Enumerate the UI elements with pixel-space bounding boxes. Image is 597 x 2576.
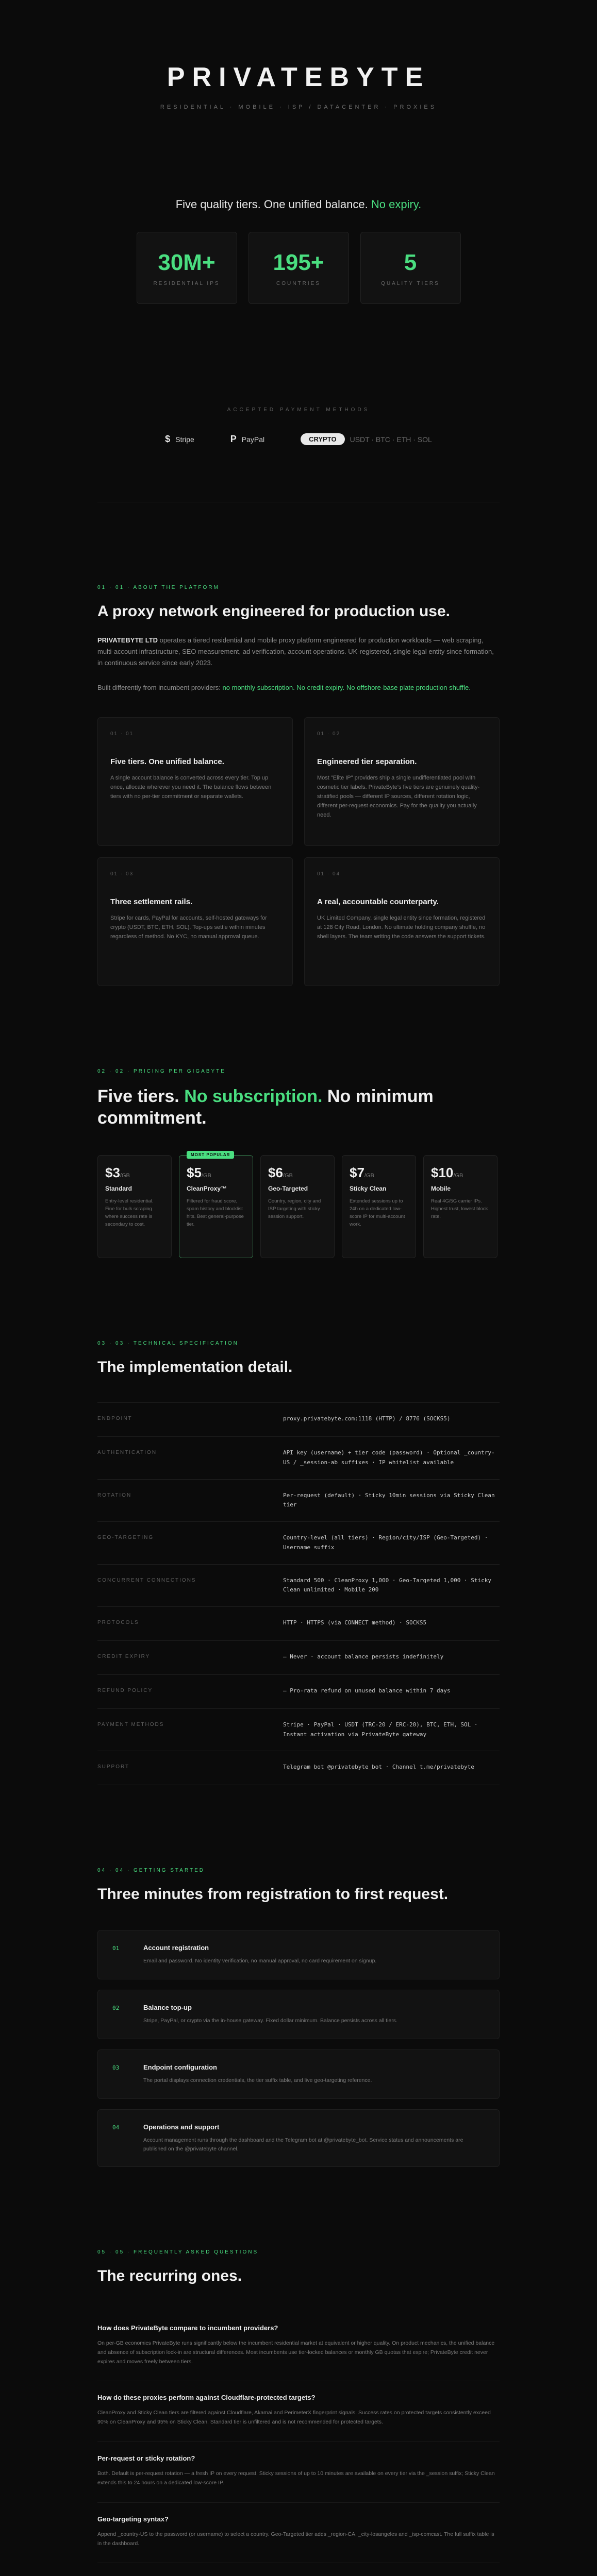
tiers-tagline (0, 198, 597, 211)
about-section (97, 585, 500, 986)
section-title: A proxy network engineered for production use. (97, 603, 450, 620)
crypto-pill: CRYPTO (301, 433, 344, 445)
spec-key: PAYMENT METHODS (97, 1721, 164, 1727)
section-title: Three minutes from registration to first request. (97, 1886, 449, 1903)
plan-card-cleanproxy[interactable] (179, 1152, 253, 1258)
hero (0, 0, 597, 445)
step-title: Balance top-up (143, 2003, 192, 2011)
spec-key: PROTOCOLS (97, 1619, 139, 1625)
feature-text: A single account balance is converted across every tier. Top up once, allocate wherever you need it. The balance flows between tiers with no per-tier commitment or separate wallets. (110, 774, 272, 800)
stat-label: QUALITY TIERS (381, 280, 440, 286)
step-list (97, 1930, 500, 2167)
feature-number: 01 · 02 (317, 731, 341, 737)
step-card (97, 2049, 500, 2099)
step-text: Account management runs through the dashboard and the Telegram bot at @privatebyte_bot. Service status and announcements are published on the @privatebyte channel. (143, 2137, 463, 2152)
plan-name: Sticky Clean (350, 1184, 387, 1192)
plan-card-mobile[interactable] (423, 1155, 498, 1258)
faq-question: How does PrivateByte compare to incumbent providers? (97, 2324, 278, 2332)
spec-key: AUTHENTICATION (97, 1450, 157, 1456)
paypal-icon: P (230, 434, 237, 444)
step-number: 02 (112, 2004, 120, 2011)
stat-label: RESIDENTIAL IPS (153, 280, 220, 286)
section-title (97, 1086, 500, 1129)
spec-key: CONCURRENT CONNECTIONS (97, 1577, 196, 1583)
feature-card (304, 857, 500, 986)
plan-price (268, 1165, 327, 1181)
spec-key: ENDPOINT (97, 1416, 132, 1422)
price-value: $6 (268, 1164, 283, 1180)
pricing-section (97, 1069, 500, 1258)
about-paragraph-2 (97, 682, 500, 693)
plan-description: Real 4G/5G carrier IPs. Highest trust, lowest block rate. (431, 1198, 488, 1220)
step-number: 01 (112, 1944, 120, 1952)
title-part: Five tiers. (97, 1086, 179, 1106)
plan-price (187, 1165, 245, 1181)
step-body (143, 1944, 485, 1965)
getting-started-section (97, 1868, 500, 2167)
about-text: Built differently from incumbent providers: (97, 683, 221, 691)
feature-text: UK Limited Company, single legal entity since formation, registered at 128 City Road, London. No ultimate holding company shuffle, no shell layers. The team writing the code answers the support tickets. (317, 914, 486, 940)
spec-row (97, 1403, 500, 1437)
tagline-accent: No expiry. (371, 198, 422, 211)
section-label: 02 · 02 · PRICING PER GIGABYTE (97, 1068, 226, 1074)
plan-price (105, 1165, 164, 1181)
brand-title: PRIVATEBYTE (167, 62, 430, 92)
faq-answer: Append _country-US to the password (or username) to select a country. Geo-Targeted tier adds _region-CA, _city-losangeles and _isp-comcast. The full suffix table is in the dashboard. (97, 2531, 494, 2547)
stat-value: 30M+ (158, 249, 215, 275)
plan-card-standard[interactable] (97, 1155, 172, 1258)
tagline-main: Five quality tiers. One unified balance. (175, 198, 368, 211)
step-number: 04 (112, 2124, 120, 2131)
faq-item[interactable] (97, 2312, 500, 2382)
stats-row (0, 232, 597, 304)
payment-paypal (230, 434, 264, 445)
spec-value: Stripe · PayPal · USDT (TRC-20 / ERC-20), BTC, ETH, SOL · Instant activation via PrivateByte gateway (283, 1721, 478, 1738)
step-body (143, 2004, 485, 2025)
spec-value: — Pro-rata refund on unused balance within 7 days (283, 1687, 451, 1694)
faq-section (97, 2249, 500, 2576)
faq-question: Per-request or sticky rotation? (97, 2454, 195, 2463)
spec-key: CREDIT EXPIRY (97, 1653, 151, 1659)
plan-card-sticky[interactable] (342, 1155, 416, 1258)
spec-value: Country-level (all tiers) · Region/city/ISP (Geo-Targeted) · Username suffix (283, 1534, 488, 1551)
spec-value: Standard 500 · CleanProxy 1,000 · Geo-Targeted 1,000 · Sticky Clean unlimited · Mobile 200 (283, 1577, 491, 1594)
spec-row (97, 1437, 500, 1479)
faq-answer: Both. Default is per-request rotation — a fresh IP on every request. Sticky sessions of up to 10 minutes are available on every tier via the _session suffix; Sticky Clean extends this to 24 hours on a dedicated low-score IP. (97, 2470, 495, 2486)
payment-methods (0, 433, 597, 445)
about-paragraph (97, 635, 500, 669)
step-text: Stripe, PayPal, or crypto via the in-house gateway. Fixed dollar minimum. Balance persists across all tiers. (143, 2017, 397, 2024)
spec-value: HTTP · HTTPS (via CONNECT method) · SOCKS5 (283, 1619, 427, 1626)
faq-item[interactable] (97, 2381, 500, 2442)
spec-value: Telegram bot @privatebyte_bot · Channel t.me/privatebyte (283, 1764, 474, 1771)
payments-title: ACCEPTED PAYMENT METHODS (227, 407, 370, 413)
step-card (97, 1930, 500, 1979)
plan-price (350, 1165, 408, 1181)
faq-list (97, 2312, 500, 2576)
step-title: Account registration (143, 1943, 209, 1952)
spec-row (97, 1565, 500, 1607)
feature-title: Engineered tier separation. (317, 757, 417, 766)
price-value: $5 (187, 1164, 202, 1180)
spec-key: ROTATION (97, 1492, 132, 1498)
feature-number: 01 · 03 (110, 871, 134, 877)
step-card (97, 2109, 500, 2167)
spec-key: SUPPORT (97, 1764, 130, 1770)
stat-card (248, 232, 349, 304)
step-text: The portal displays connection credentials, the tier suffix table, and live geo-targeting reference. (143, 2077, 372, 2083)
company-name: PRIVATEBYTE LTD (97, 636, 158, 644)
feature-text: Most "Elite IP" providers ship a single undifferentiated pool with cosmetic tier labels. PrivateByte's five tiers are genuinely quality-stratified pools — different IP sources, different rotation logic, different per-request economics. Pay for the quality you actually need. (317, 774, 480, 819)
step-title: Operations and support (143, 2123, 220, 2131)
spec-row (97, 1480, 500, 1522)
popular-badge: MOST POPULAR (187, 1151, 234, 1159)
spec-key: REFUND POLICY (97, 1687, 153, 1693)
spec-value: — Never · account balance persists indefinitely (283, 1653, 444, 1660)
step-body (143, 2123, 485, 2154)
feature-title: A real, accountable counterparty. (317, 897, 439, 906)
price-unit: /GB (364, 1172, 374, 1179)
price-unit: /GB (201, 1172, 211, 1179)
title-accent: No subscription. (184, 1086, 323, 1106)
plan-card-geo[interactable] (260, 1155, 335, 1258)
stat-value: 195+ (273, 249, 324, 275)
step-card (97, 1990, 500, 2039)
faq-question: Geo-targeting syntax? (97, 2515, 169, 2523)
spec-row (97, 1607, 500, 1641)
stat-value: 5 (404, 249, 417, 275)
step-body (143, 2063, 485, 2085)
plan-name: CleanProxy™ (187, 1184, 227, 1192)
plan-name: Mobile (431, 1184, 451, 1192)
plan-description: Filtered for fraud score, spam history and blocklist hits. Best general-purpose tier. (187, 1198, 244, 1228)
price-unit: /GB (283, 1172, 293, 1179)
price-value: $3 (105, 1164, 120, 1180)
about-highlight: no monthly subscription. No credit expiry. No offshore-base plate production shuffle. (222, 683, 471, 691)
spec-value: proxy.privatebyte.com:1118 (HTTP) / 8776 (SOCKS5) (283, 1415, 451, 1422)
spec-row (97, 1522, 500, 1564)
payment-label: PayPal (241, 435, 265, 444)
plan-list (97, 1152, 500, 1258)
spec-table (97, 1402, 500, 1785)
crypto-list: USDT · BTC · ETH · SOL (350, 435, 432, 444)
faq-answer: On per-GB economics PrivateByte runs significantly below the incumbent residential market at equivalent or higher quality. On product mechanics, the unified balance and absence of subscription lock-in are structural differences. Most incumbents use tier-locked balances or monthly GB quotas that expire; PrivateByte credit never expires and moves freely between tiers. (97, 2340, 495, 2365)
plan-description: Entry-level residential. Fine for bulk scraping where success rate is secondary to cost. (105, 1198, 154, 1228)
step-text: Email and password. No identity verification, no manual approval, no card requirement on signup. (143, 1957, 377, 1964)
brand-subtitle: RESIDENTIAL · MOBILE · ISP / DATACENTER · PROXIES (160, 104, 437, 110)
section-title: The recurring ones. (97, 2267, 242, 2285)
price-unit: /GB (120, 1172, 130, 1179)
faq-item[interactable] (97, 2503, 500, 2564)
feature-text: Stripe for cards, PayPal for accounts, self-hosted gateways for crypto (USDT, BTC, ETH, SOL). Top-ups settle within minutes regardless of method. No KYC, no manual approval queue. (110, 914, 267, 940)
feature-card (97, 857, 293, 986)
spec-value: API key (username) + tier code (password) · Optional _country-US / _session-ab suffixes · IP whitelist available (283, 1449, 495, 1466)
payment-stripe (165, 434, 194, 445)
section-label: 04 · 04 · GETTING STARTED (97, 1868, 205, 1874)
plan-price (431, 1165, 490, 1181)
step-number: 03 (112, 2064, 120, 2071)
section-label: 01 · 01 · ABOUT THE PLATFORM (97, 585, 220, 590)
payment-crypto (301, 433, 432, 445)
spec-section (97, 1341, 500, 1785)
spec-row (97, 1709, 500, 1751)
plan-name: Standard (105, 1184, 132, 1192)
faq-answer: CleanProxy and Sticky Clean tiers are filtered against Cloudflare, Akamai and PerimeterX fingerprint signals. Success rates on protected targets consistently exceed 90% on CleanProxy and 95% on Sticky Clean. Standard tier is unfiltered and is not recommended for protected targets. (97, 2410, 491, 2426)
feature-number: 01 · 01 (110, 731, 134, 737)
price-unit: /GB (453, 1172, 463, 1179)
feature-title: Five tiers. One unified balance. (110, 757, 224, 766)
section-label: 05 · 05 · FREQUENTLY ASKED QUESTIONS (97, 2249, 259, 2256)
about-text: operates a tiered residential and mobile proxy platform engineered for production workloads — web scraping, multi-account infrastructure, SEO measurement, ad verification, account operations. UK-registered, single legal entity since formation, in continuous service since early 2023. (97, 636, 494, 667)
plan-name: Geo-Targeted (268, 1184, 308, 1192)
faq-item[interactable] (97, 2563, 500, 2576)
feature-card (304, 717, 500, 846)
step-title: Endpoint configuration (143, 2063, 217, 2071)
spec-row (97, 1751, 500, 1785)
feature-number: 01 · 04 (317, 871, 341, 877)
payment-label: Stripe (175, 435, 194, 444)
stat-card (360, 232, 461, 304)
stripe-icon: $ (165, 434, 171, 444)
title-part: No minimum commitment. (97, 1086, 434, 1128)
plan-description: Extended sessions up to 24h on a dedicated low-score IP for multi-account work. (350, 1198, 405, 1228)
price-value: $10 (431, 1164, 454, 1180)
section-label: 03 · 03 · TECHNICAL SPECIFICATION (97, 1340, 239, 1346)
price-value: $7 (350, 1164, 364, 1180)
plan-description: Country, region, city and ISP targeting with sticky session support. (268, 1198, 321, 1220)
spec-row (97, 1675, 500, 1709)
faq-item[interactable] (97, 2442, 500, 2503)
stat-card (137, 232, 237, 304)
spec-value: Per-request (default) · Sticky 10min sessions via Sticky Clean tier (283, 1492, 495, 1509)
spec-row (97, 1641, 500, 1675)
spec-key: GEO-TARGETING (97, 1535, 154, 1541)
stat-label: COUNTRIES (276, 280, 321, 286)
feature-grid (97, 717, 500, 986)
section-title: The implementation detail. (97, 1358, 293, 1376)
faq-question: How do these proxies perform against Cloudflare-protected targets? (97, 2394, 316, 2402)
feature-card (97, 717, 293, 846)
feature-title: Three settlement rails. (110, 897, 193, 906)
